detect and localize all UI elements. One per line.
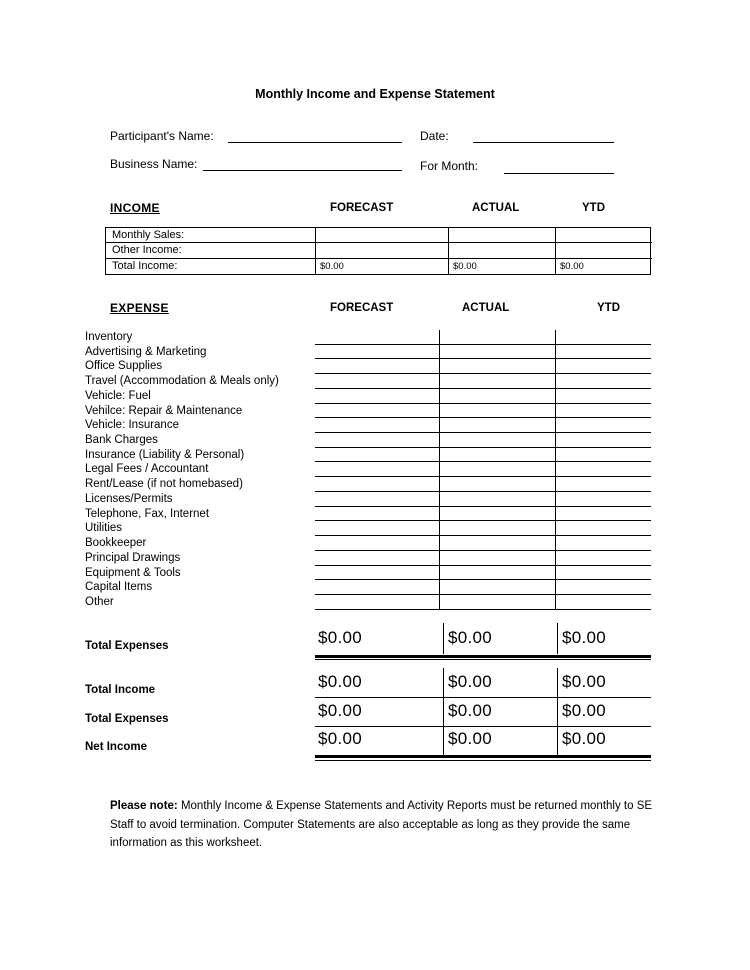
- expense-row: [85, 595, 651, 610]
- rule-line: [315, 655, 651, 658]
- for-month-label: For Month:: [420, 159, 479, 173]
- expense-actual-field: [440, 433, 556, 448]
- expense-item-label: Licenses/Permits: [85, 492, 173, 505]
- expense-row: [85, 507, 651, 522]
- expense-ytd-field: [556, 536, 651, 551]
- expense-ytd-field: [556, 359, 651, 374]
- expense-forecast-field: [315, 359, 440, 374]
- expense-forecast-field: [315, 404, 440, 419]
- column-divider: [557, 668, 558, 755]
- expense-item-label: Travel (Accommodation & Meals only): [85, 375, 279, 388]
- expense-item-label: Principal Drawings: [85, 551, 181, 564]
- expense-actual-field: [440, 536, 556, 551]
- expense-row: [85, 418, 651, 433]
- expense-row: [85, 551, 651, 566]
- expense-forecast-field: [315, 433, 440, 448]
- expense-ytd-field: [556, 462, 651, 477]
- expense-forecast-field: [315, 418, 440, 433]
- expense-ytd-field: [556, 433, 651, 448]
- expense-actual-field: [440, 580, 556, 595]
- expense-actual-field: [440, 492, 556, 507]
- expense-row: [85, 448, 651, 463]
- expense-item-label: Bookkeeper: [85, 537, 147, 550]
- expense-forecast-field: [315, 580, 440, 595]
- income-forecast-cell: $0.00: [316, 259, 449, 274]
- income-ytd-cell: [556, 228, 652, 243]
- expense-forecast-field: [315, 521, 440, 536]
- expense-actual-field: [440, 345, 556, 360]
- income-table: [105, 227, 651, 275]
- participant-name-label: Participant's Name:: [110, 129, 214, 143]
- participant-name-field: [228, 142, 402, 143]
- expense-ytd-field: [556, 521, 651, 536]
- expense-forecast-field: [315, 462, 440, 477]
- net-income-values: [0, 729, 750, 755]
- expense-col-ytd: YTD: [597, 302, 620, 314]
- expense-row: [85, 359, 651, 374]
- income-row-label: Total Income:: [106, 259, 316, 274]
- column-divider: [557, 623, 558, 654]
- income-actual-cell: $0.00: [449, 259, 556, 274]
- expense-ytd-field: [556, 418, 651, 433]
- expense-actual-field: [440, 507, 556, 522]
- rule-line: [315, 755, 651, 758]
- column-divider: [443, 668, 444, 755]
- expense-forecast-field: [315, 551, 440, 566]
- expense-actual-field: [440, 462, 556, 477]
- expense-actual-field: [440, 404, 556, 419]
- expense-section-header: EXPENSE: [110, 301, 169, 315]
- net-income-ytd: $0.00: [562, 729, 607, 748]
- expense-item-label: Advertising & Marketing: [85, 345, 207, 358]
- summary-expenses-forecast: $0.00: [318, 701, 363, 720]
- expense-row: [85, 433, 651, 448]
- expense-ytd-field: [556, 330, 651, 345]
- expense-item-label: Rent/Lease (if not homebased): [85, 478, 243, 491]
- summary-expenses-actual: $0.00: [448, 701, 493, 720]
- total-expenses-label: Total Expenses: [85, 640, 169, 652]
- income-forecast-cell: [316, 228, 449, 243]
- footer-note-bold: Please note:: [110, 800, 178, 812]
- expense-forecast-field: [315, 330, 440, 345]
- expense-item-label: Vehicle: Fuel: [85, 389, 151, 402]
- expense-forecast-field: [315, 507, 440, 522]
- expense-row: [85, 566, 651, 581]
- page-title: Monthly Income and Expense Statement: [255, 87, 495, 101]
- expense-grid: [85, 330, 651, 610]
- date-field: [473, 142, 614, 143]
- expense-ytd-field: [556, 345, 651, 360]
- column-divider: [443, 623, 444, 654]
- expense-actual-field: [440, 330, 556, 345]
- net-income-actual: $0.00: [448, 729, 493, 748]
- expense-item-label: Insurance (Liability & Personal): [85, 448, 245, 461]
- expense-forecast-field: [315, 566, 440, 581]
- total-expenses-ytd: $0.00: [562, 628, 607, 647]
- rule-line: [315, 760, 651, 761]
- summary-total-income-label: Total Income: [85, 684, 156, 696]
- expense-row: [85, 492, 651, 507]
- income-row-label: Monthly Sales:: [106, 228, 316, 243]
- income-forecast-cell: [316, 243, 449, 258]
- summary-income-forecast: $0.00: [318, 672, 363, 691]
- rule-line: [315, 697, 651, 698]
- expense-item-label: Vehilce: Repair & Maintenance: [85, 404, 243, 417]
- summary-income-ytd: $0.00: [562, 672, 607, 691]
- expense-actual-field: [440, 551, 556, 566]
- total-expenses-forecast: $0.00: [318, 628, 363, 647]
- expense-row: [85, 536, 651, 551]
- expense-ytd-field: [556, 580, 651, 595]
- expense-ytd-field: [556, 507, 651, 522]
- summary-total-income-values: [0, 672, 750, 698]
- expense-row: [85, 374, 651, 389]
- expense-row: [85, 404, 651, 419]
- for-month-field: [504, 173, 614, 174]
- expense-actual-field: [440, 595, 556, 610]
- expense-row: [85, 330, 651, 345]
- expense-ytd-field: [556, 477, 651, 492]
- expense-item-label: Office Supplies: [85, 360, 163, 373]
- expense-ytd-field: [556, 404, 651, 419]
- expense-item-label: Bank Charges: [85, 434, 158, 447]
- expense-forecast-field: [315, 374, 440, 389]
- income-ytd-cell: [556, 243, 652, 258]
- expense-row: [85, 580, 651, 595]
- expense-item-label: Vehicle: Insurance: [85, 419, 179, 432]
- expense-actual-field: [440, 418, 556, 433]
- expense-ytd-field: [556, 374, 651, 389]
- total-expenses-actual: $0.00: [448, 628, 493, 647]
- income-actual-cell: [449, 228, 556, 243]
- expense-ytd-field: [556, 492, 651, 507]
- expense-row: [85, 462, 651, 477]
- expense-row: [85, 389, 651, 404]
- expense-ytd-field: [556, 389, 651, 404]
- income-ytd-cell: $0.00: [560, 260, 584, 272]
- footer-note: [110, 797, 655, 853]
- rule-line: [315, 726, 651, 727]
- expense-item-label: Equipment & Tools: [85, 566, 181, 579]
- expense-forecast-field: [315, 448, 440, 463]
- expense-item-label: Capital Items: [85, 581, 153, 594]
- expense-ytd-field: [556, 448, 651, 463]
- expense-actual-field: [440, 566, 556, 581]
- expense-actual-field: [440, 389, 556, 404]
- expense-row: [85, 521, 651, 536]
- expense-ytd-field: [556, 551, 651, 566]
- income-section-header: INCOME: [110, 201, 160, 215]
- total-expenses-values: [0, 628, 750, 654]
- expense-forecast-field: [315, 536, 440, 551]
- expense-row: [85, 477, 651, 492]
- footer-note-text: Monthly Income & Expense Statements and Activity Reports must be returned monthly to SE Staff to avoid termination. Computer Statements are also acceptable as long as they provide the same information as this worksheet.: [110, 800, 653, 849]
- summary-expenses-ytd: $0.00: [562, 701, 607, 720]
- expense-ytd-field: [556, 595, 651, 610]
- expense-actual-field: [440, 477, 556, 492]
- expense-forecast-field: [315, 492, 440, 507]
- business-name-label: Business Name:: [110, 157, 198, 171]
- expense-item-label: Utilities: [85, 522, 123, 535]
- income-col-forecast: FORECAST: [330, 202, 394, 214]
- expense-row: [85, 345, 651, 360]
- expense-forecast-field: [315, 595, 440, 610]
- net-income-forecast: $0.00: [318, 729, 363, 748]
- expense-item-label: Legal Fees / Accountant: [85, 463, 209, 476]
- business-name-field: [203, 170, 402, 171]
- income-actual-cell: [449, 243, 556, 258]
- expense-actual-field: [440, 374, 556, 389]
- rule-line: [315, 659, 651, 660]
- expense-col-forecast: FORECAST: [330, 302, 394, 314]
- expense-forecast-field: [315, 477, 440, 492]
- income-col-actual: ACTUAL: [472, 202, 520, 214]
- expense-item-label: Telephone, Fax, Internet: [85, 507, 210, 520]
- expense-forecast-field: [315, 389, 440, 404]
- net-income-label: Net Income: [85, 741, 147, 753]
- expense-item-label: Inventory: [85, 331, 133, 343]
- summary-income-actual: $0.00: [448, 672, 493, 691]
- income-row-label: Other Income:: [106, 243, 316, 258]
- expense-forecast-field: [315, 345, 440, 360]
- expense-actual-field: [440, 521, 556, 536]
- summary-total-expenses-label: Total Expenses: [85, 713, 169, 725]
- expense-actual-field: [440, 448, 556, 463]
- income-col-ytd: YTD: [582, 202, 605, 214]
- expense-actual-field: [440, 359, 556, 374]
- expense-col-actual: ACTUAL: [462, 302, 510, 314]
- summary-total-expenses-values: [0, 701, 750, 727]
- expense-item-label: Other: [85, 595, 114, 608]
- expense-ytd-field: [556, 566, 651, 581]
- date-label: Date:: [420, 129, 449, 143]
